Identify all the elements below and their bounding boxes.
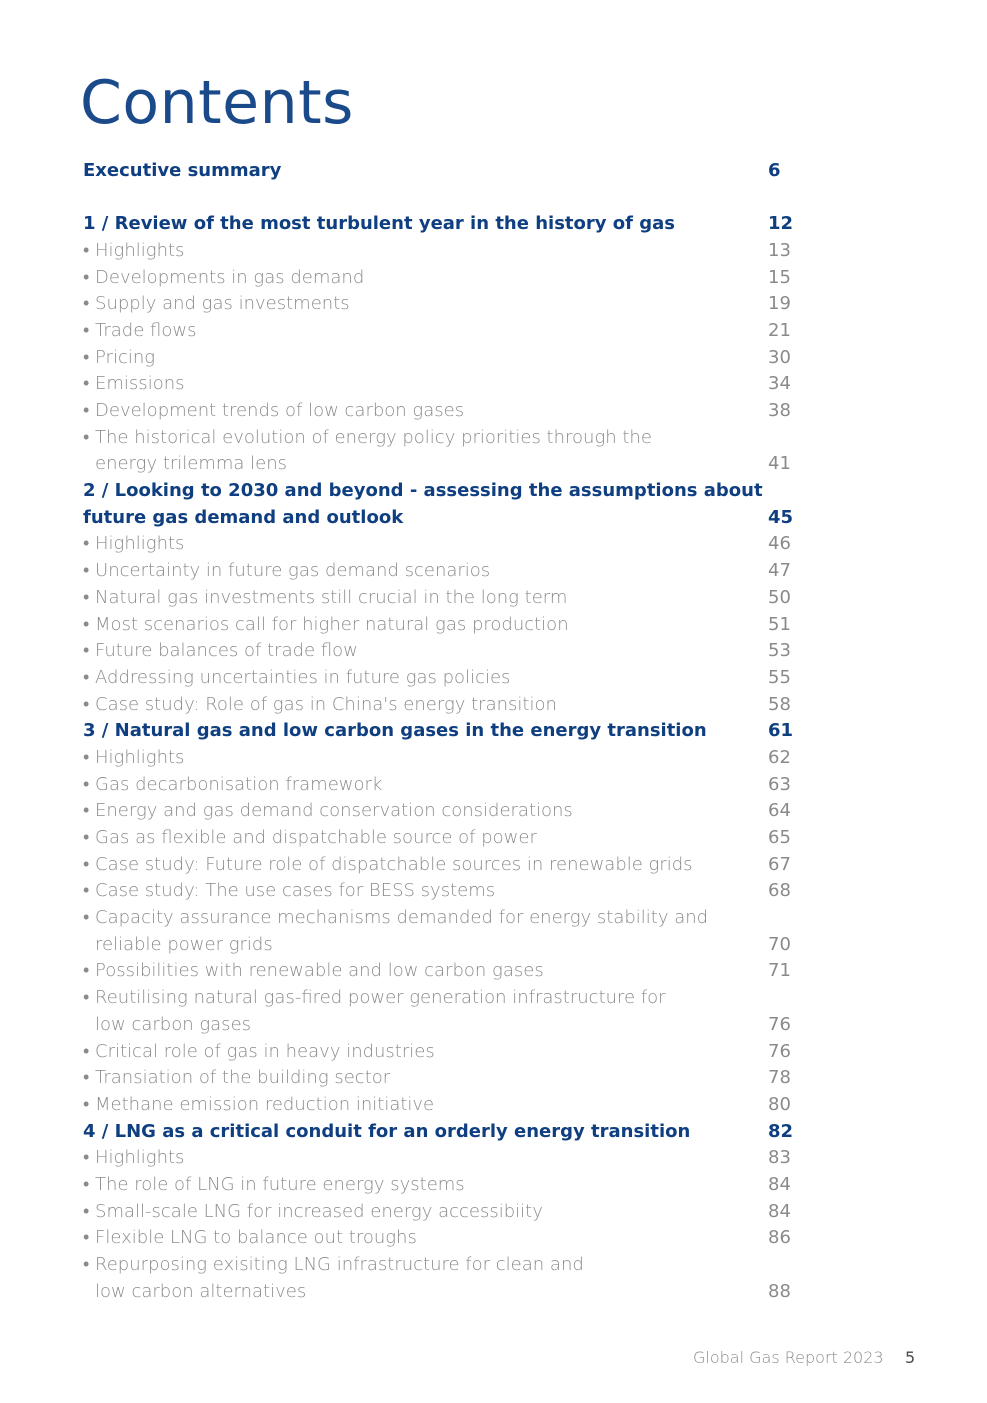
- toc-entry-label: • Most scenarios call for higher natural gas production: [83, 613, 569, 635]
- toc-entry[interactable]: [83, 318, 803, 345]
- toc-entry-label: energy trilemma lens: [95, 453, 288, 475]
- toc-section-heading[interactable]: [83, 211, 803, 238]
- toc-entry[interactable]: [83, 558, 803, 585]
- toc-entry[interactable]: [83, 1279, 803, 1306]
- toc-entry-label: 2 / Looking to 2030 and beyond - assessing the assumptions about: [83, 480, 763, 502]
- toc-entry-label: • Development trends of low carbon gases: [83, 400, 465, 421]
- toc-entry-label: • Highlights: [83, 533, 185, 555]
- toc-page-number: 65: [768, 827, 791, 848]
- toc-page-number: 58: [768, 693, 791, 715]
- toc-entry-label: • Energy and gas demand conservation considerations: [83, 800, 573, 822]
- toc-entry[interactable]: [83, 425, 803, 452]
- toc-entry-label: • Transiation of the building sector: [83, 1067, 391, 1089]
- toc-entry-label: • Supply and gas investments: [83, 293, 350, 315]
- toc-page-number: 13: [768, 239, 791, 261]
- toc-page-number: 83: [768, 1147, 791, 1169]
- toc-page-number: 15: [768, 266, 791, 288]
- toc-section-heading[interactable]: [83, 158, 803, 185]
- toc-page-number: 21: [768, 319, 791, 341]
- toc-page-number: 51: [768, 613, 791, 635]
- toc-page-number: 34: [768, 373, 791, 395]
- toc-entry-label: • Gas as flexible and dispatchable source of power: [83, 827, 537, 848]
- toc-page-number: 6: [768, 160, 781, 181]
- toc-entry-label: • Natural gas investments still crucial in the long term: [83, 586, 568, 608]
- toc-section-heading[interactable]: [83, 1119, 803, 1146]
- toc-entry[interactable]: [83, 1065, 803, 1092]
- toc-entry[interactable]: [83, 612, 803, 639]
- toc-page-number: 62: [768, 746, 791, 768]
- toc-entry-label: • Highlights: [83, 746, 185, 768]
- toc-spacer: [83, 185, 803, 212]
- toc-page-number: 80: [768, 1093, 791, 1115]
- toc-entry-label: future gas demand and outlook: [83, 506, 404, 528]
- toc-entry[interactable]: [83, 1225, 803, 1252]
- toc-section-heading[interactable]: [83, 478, 803, 505]
- toc-page-number: 61: [768, 720, 794, 742]
- toc-entry[interactable]: [83, 1252, 803, 1279]
- toc-entry-label: • Addressing uncertainties in future gas policies: [83, 666, 511, 688]
- toc-entry[interactable]: [83, 985, 803, 1012]
- toc-entry-label: 4 / LNG as a critical conduit for an orderly energy transition: [83, 1120, 691, 1142]
- toc-entry-label: • Case study: Future role of dispatchable sources in renewable grids: [83, 853, 693, 875]
- toc-entry-label: • Future balances of trade flow: [83, 640, 358, 662]
- toc-entry-label: • Flexible LNG to balance out troughs: [83, 1227, 417, 1249]
- toc-entry[interactable]: [83, 291, 803, 318]
- toc-page-number: 12: [768, 213, 794, 235]
- toc-entry[interactable]: [83, 958, 803, 985]
- toc-entry[interactable]: [83, 932, 803, 959]
- toc-entry-label: • Small-scale LNG for increased energy accessibiity: [83, 1200, 543, 1222]
- toc-entry-label: • Reutilising natural gas-fired power generation infrastructure for: [83, 987, 666, 1009]
- toc-entry-label: • Emissions: [83, 373, 185, 395]
- toc-page-number: 19: [768, 293, 791, 315]
- toc-entry-label: • Repurposing exisiting LNG infrastructure for clean and: [83, 1254, 584, 1275]
- toc-entry[interactable]: [83, 638, 803, 665]
- toc-entry-label: • Possibilities with renewable and low carbon gases: [83, 960, 544, 982]
- toc-entry-label: • Highlights: [83, 239, 185, 261]
- toc-entry[interactable]: [83, 798, 803, 825]
- toc-entry[interactable]: [83, 825, 803, 852]
- toc-page-number: 76: [768, 1013, 791, 1035]
- toc-page-number: 64: [768, 800, 791, 822]
- toc-page-number: 71: [768, 960, 791, 982]
- toc-entry-label: • Capacity assurance mechanisms demanded for energy stability and: [83, 907, 709, 929]
- footer-page-number: 5: [905, 1348, 916, 1367]
- toc-entry[interactable]: [83, 345, 803, 372]
- toc-page-number: 41: [768, 453, 791, 475]
- toc-page-number: 84: [768, 1173, 791, 1195]
- toc-entry[interactable]: [83, 1012, 803, 1039]
- toc-entry-label: • Pricing: [83, 346, 156, 368]
- toc-entry[interactable]: [83, 1145, 803, 1172]
- toc-entry-label: • The historical evolution of energy policy priorities through the: [83, 426, 652, 448]
- toc-entry-label: • Methane emission reduction initiative: [83, 1093, 435, 1115]
- toc-page-number: 46: [768, 533, 791, 555]
- toc-page-number: 84: [768, 1200, 791, 1222]
- toc-entry[interactable]: [83, 585, 803, 612]
- toc-page-number: 76: [768, 1040, 791, 1062]
- toc-entry-label: • Uncertainty in future gas demand scenarios: [83, 560, 491, 582]
- toc-page-number: 30: [768, 346, 791, 368]
- toc-entry-label: 3 / Natural gas and low carbon gases in the energy transition: [83, 720, 707, 742]
- toc-entry-label: • Developments in gas demand: [83, 266, 365, 288]
- toc-entry-label: reliable power grids: [95, 933, 273, 955]
- toc-page-number: 88: [768, 1280, 791, 1302]
- toc-page-number: 55: [768, 666, 791, 688]
- toc-entry-label: • Gas decarbonisation framework: [83, 773, 383, 795]
- toc-entry[interactable]: [83, 1172, 803, 1199]
- toc-entry[interactable]: [83, 531, 803, 558]
- toc-page-number: 45: [768, 506, 794, 528]
- toc-page-number: 82: [768, 1120, 794, 1142]
- toc-page-number: 53: [768, 640, 791, 662]
- toc-entry[interactable]: [83, 451, 803, 478]
- toc-entry[interactable]: [83, 238, 803, 265]
- page-title: Contents: [80, 68, 354, 138]
- toc-entry[interactable]: [83, 852, 803, 879]
- toc-entry-label: • Critical role of gas in heavy industries: [83, 1040, 435, 1062]
- toc-entry-label: • The role of LNG in future energy systems: [83, 1173, 465, 1195]
- toc-entry-label: low carbon gases: [95, 1013, 252, 1035]
- footer-report-title: Global Gas Report 2023: [693, 1348, 884, 1367]
- toc-entry-label: • Case study: Role of gas in China's energy transition: [83, 693, 557, 715]
- toc-page-number: 47: [768, 560, 791, 582]
- toc-entry-label: Executive summary: [83, 160, 282, 181]
- toc-page-number: 38: [768, 400, 791, 421]
- toc-page-number: 50: [768, 586, 791, 608]
- toc-entry-label: low carbon alternatives: [95, 1280, 307, 1302]
- table-of-contents: [83, 158, 803, 1305]
- toc-entry-label: • Case study: The use cases for BESS systems: [83, 880, 496, 902]
- toc-entry[interactable]: [83, 745, 803, 772]
- toc-page-number: 78: [768, 1067, 791, 1089]
- toc-entry-label: • Highlights: [83, 1147, 185, 1169]
- toc-entry[interactable]: [83, 371, 803, 398]
- toc-page-number: 86: [768, 1227, 791, 1249]
- toc-section-heading[interactable]: [83, 718, 803, 745]
- toc-page-number: 67: [768, 853, 791, 875]
- toc-entry[interactable]: [83, 692, 803, 719]
- toc-entry[interactable]: [83, 265, 803, 292]
- toc-entry-label: 1 / Review of the most turbulent year in the history of gas: [83, 213, 675, 235]
- toc-entry-label: • Trade flows: [83, 319, 197, 341]
- toc-section-heading[interactable]: [83, 505, 803, 532]
- toc-page-number: 63: [768, 773, 791, 795]
- toc-entry[interactable]: [83, 398, 803, 425]
- toc-entry[interactable]: [83, 878, 803, 905]
- toc-page-number: 70: [768, 933, 791, 955]
- toc-entry[interactable]: [83, 1092, 803, 1119]
- toc-entry[interactable]: [83, 905, 803, 932]
- toc-entry[interactable]: [83, 1199, 803, 1226]
- toc-entry[interactable]: [83, 1039, 803, 1066]
- toc-entry[interactable]: [83, 772, 803, 799]
- toc-entry[interactable]: [83, 665, 803, 692]
- toc-page-number: 68: [768, 880, 791, 902]
